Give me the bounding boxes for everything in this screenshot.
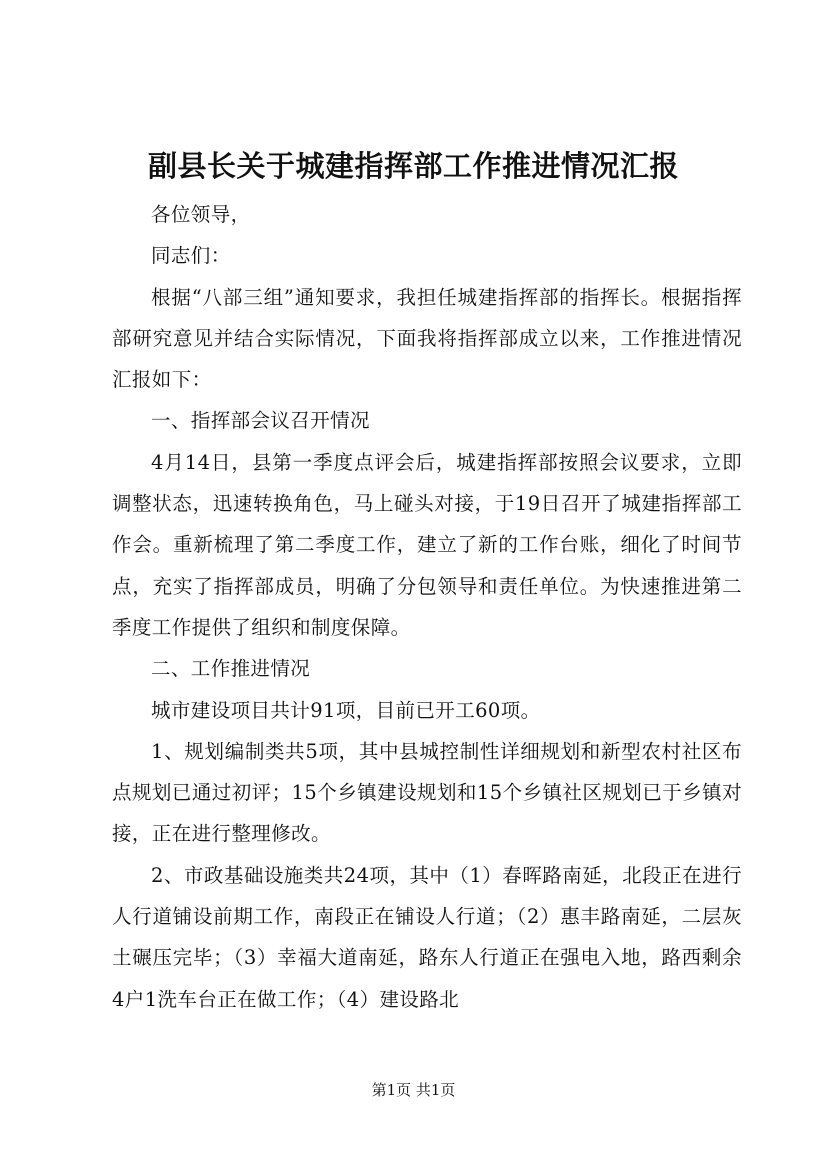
paragraph-greeting-comrades: 同志们：: [151, 244, 231, 268]
section-heading-progress: 二、工作推进情况: [151, 657, 311, 681]
document-body: [112, 194, 742, 1020]
paragraph-planning: 1、规划编制类共5项，其中县城控制性详细规划和新型农村社区布点规划已通过初评；15个乡镇建设规划和15个乡镇社区规划已于乡镇对接，正在进行整理修改。: [112, 739, 742, 846]
page-footer: 第1页 共1页: [371, 1081, 456, 1099]
paragraph-intro: 根据“八部三组”通知要求，我担任城建指挥部的指挥长。根据指挥部研究意见并结合实际情况，下面我将指挥部成立以来，工作推进情况汇报如下：: [112, 285, 742, 392]
paragraph-meetings: 4月14日，县第一季度点评会后，城建指挥部按照会议要求，立即调整状态，迅速转换角色，马上碰头对接，于19日召开了城建指挥部工作会。重新梳理了第二季度工作，建立了新的工作台账，细化了时间节点，充实了指挥部成员，明确了分包领导和责任单位。为快速推进第二季度工作提供了组织和制度保障。: [112, 450, 742, 639]
paragraph-greeting-leaders: 各位领导，: [151, 203, 251, 226]
paragraph-infrastructure: 2、市政基础设施类共24项，其中（1）春晖路南延，北段正在进行人行道铺设前期工作，南段正在铺设人行道；（2）惠丰路南延，二层灰土碾压完毕；（3）幸福大道南延，路东人行道正在强电入地，路西剩余4户1洗车台正在做工作；（4）建设路北: [112, 863, 742, 1011]
section-heading-meetings: 一、指挥部会议召开情况: [151, 409, 370, 433]
document-title: 副县长关于城建指挥部工作推进情况汇报: [147, 149, 679, 183]
paragraph-project-total: 城市建设项目共计91项，目前已开工60项。: [151, 698, 541, 722]
